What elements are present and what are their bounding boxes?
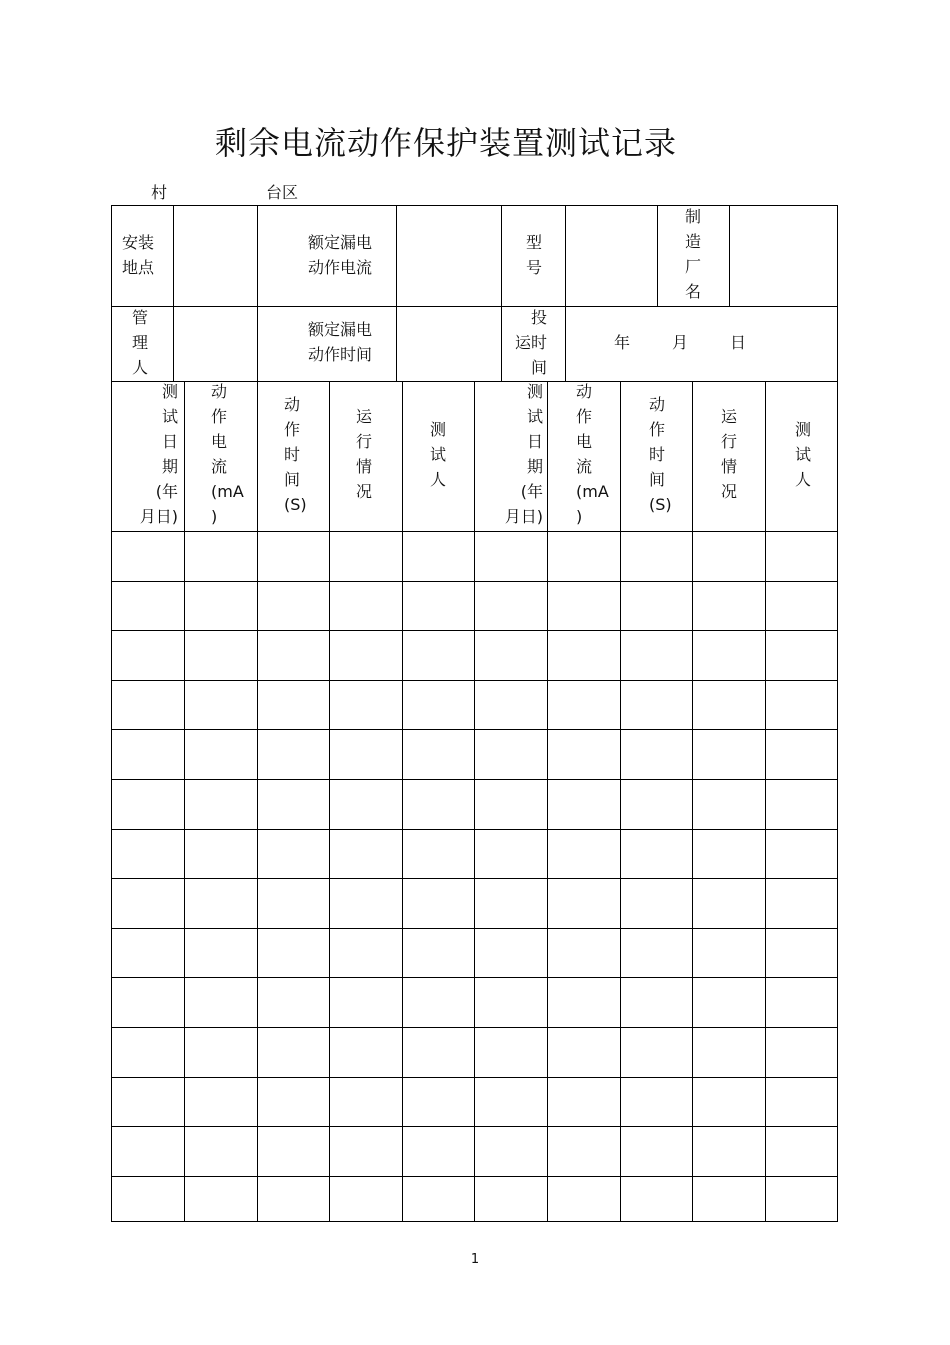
table-cell[interactable] (692, 878, 765, 928)
table-cell[interactable] (692, 680, 765, 730)
village-label: 村 (151, 183, 168, 202)
table-cell[interactable] (329, 878, 402, 928)
table-cell[interactable] (402, 729, 474, 779)
table-cell[interactable] (329, 1077, 402, 1127)
table-cell[interactable] (402, 630, 474, 680)
install-location-label: 安装 地点 (122, 233, 155, 277)
table-cell[interactable] (547, 581, 620, 631)
day-label: 日 (730, 333, 747, 352)
table-cell[interactable] (765, 1077, 837, 1127)
table-cell[interactable] (112, 531, 184, 581)
table-cell[interactable] (547, 829, 620, 879)
table-cell[interactable] (547, 1077, 620, 1127)
table-cell[interactable] (112, 977, 184, 1027)
table-cell[interactable] (547, 630, 620, 680)
col-operation: 运 行 情 况 (356, 407, 373, 501)
table-cell[interactable] (329, 729, 402, 779)
table-cell[interactable] (184, 977, 257, 1027)
table-cell[interactable] (402, 829, 474, 879)
page-title: 剩余电流动作保护装置测试记录 (214, 124, 677, 162)
table-cell[interactable] (620, 1077, 692, 1127)
col-operation-2: 运 行 情 况 (721, 407, 738, 501)
table-cell[interactable] (402, 1176, 474, 1226)
table-cell[interactable] (547, 928, 620, 978)
table-cell[interactable] (692, 531, 765, 581)
table-cell[interactable] (402, 928, 474, 978)
table-cell[interactable] (547, 1176, 620, 1226)
table-cell[interactable] (402, 1077, 474, 1127)
table-cell[interactable] (329, 1027, 402, 1077)
table-cell[interactable] (402, 779, 474, 829)
table-cell[interactable] (765, 1126, 837, 1176)
col-test-date-2: 测 试 日 期 (年 月日) (504, 382, 543, 526)
table-cell[interactable] (620, 829, 692, 879)
table-cell[interactable] (474, 878, 547, 928)
table-cell[interactable] (257, 928, 329, 978)
month-label: 月 (672, 333, 689, 352)
table-cell[interactable] (257, 1126, 329, 1176)
table-cell[interactable] (112, 680, 184, 730)
table-cell[interactable] (257, 680, 329, 730)
table-cell[interactable] (474, 977, 547, 1027)
table-cell[interactable] (765, 928, 837, 978)
table-cell[interactable] (329, 680, 402, 730)
table-cell[interactable] (474, 829, 547, 879)
table-cell[interactable] (184, 829, 257, 879)
table-cell[interactable] (257, 1027, 329, 1077)
table-cell[interactable] (620, 878, 692, 928)
table-cell[interactable] (257, 581, 329, 631)
table-cell[interactable] (329, 531, 402, 581)
table-cell[interactable] (257, 1077, 329, 1127)
record-table (111, 205, 838, 1222)
rated-leak-current-label: 额定漏电 动作电流 (308, 233, 373, 277)
table-cell[interactable] (547, 1126, 620, 1176)
in-service-time-label: 投 运时 间 (515, 308, 548, 377)
table-cell[interactable] (329, 779, 402, 829)
table-cell[interactable] (329, 829, 402, 879)
col-tester-2: 测 试 人 (795, 420, 812, 489)
rated-leak-time-label: 额定漏电 动作时间 (308, 320, 373, 364)
table-cell[interactable] (547, 729, 620, 779)
manager-label: 管 理 人 (132, 308, 149, 377)
year-label: 年 (614, 333, 631, 352)
table-cell[interactable] (184, 1176, 257, 1226)
table-cell[interactable] (474, 779, 547, 829)
table-cell[interactable] (620, 1027, 692, 1077)
table-cell[interactable] (112, 779, 184, 829)
table-cell[interactable] (765, 779, 837, 829)
table-cell[interactable] (765, 581, 837, 631)
table-cell[interactable] (184, 928, 257, 978)
table-cell[interactable] (257, 878, 329, 928)
table-cell[interactable] (620, 928, 692, 978)
table-cell[interactable] (184, 1126, 257, 1176)
table-cell[interactable] (765, 1027, 837, 1077)
table-cell[interactable] (474, 1027, 547, 1077)
manufacturer-label: 制 造 厂 名 (685, 207, 702, 301)
table-cell[interactable] (692, 928, 765, 978)
table-cell[interactable] (402, 531, 474, 581)
table-cell[interactable] (620, 729, 692, 779)
table-cell[interactable] (257, 977, 329, 1027)
table-cell[interactable] (692, 630, 765, 680)
table-cell[interactable] (620, 680, 692, 730)
table-cell[interactable] (692, 581, 765, 631)
table-cell[interactable] (112, 1077, 184, 1127)
table-cell[interactable] (329, 928, 402, 978)
table-cell[interactable] (329, 1176, 402, 1226)
table-cell[interactable] (257, 829, 329, 879)
table-cell[interactable] (620, 1126, 692, 1176)
table-cell[interactable] (765, 878, 837, 928)
table-cell[interactable] (112, 829, 184, 879)
district-label: 台区 (266, 183, 299, 202)
table-cell[interactable] (620, 630, 692, 680)
table-cell[interactable] (329, 581, 402, 631)
table-cell[interactable] (474, 1126, 547, 1176)
table-cell[interactable] (184, 729, 257, 779)
model-label: 型 号 (526, 233, 543, 277)
table-cell[interactable] (402, 581, 474, 631)
table-cell[interactable] (547, 977, 620, 1027)
table-cell[interactable] (112, 581, 184, 631)
table-cell[interactable] (692, 829, 765, 879)
table-cell[interactable] (184, 779, 257, 829)
table-cell[interactable] (184, 878, 257, 928)
table-cell[interactable] (547, 531, 620, 581)
table-cell[interactable] (692, 1077, 765, 1127)
table-cell[interactable] (692, 1176, 765, 1226)
table-cell[interactable] (257, 531, 329, 581)
table-cell[interactable] (620, 531, 692, 581)
col-test-date: 测 试 日 期 (年 月日) (139, 382, 178, 526)
table-cell[interactable] (402, 1027, 474, 1077)
table-cell[interactable] (765, 829, 837, 879)
table-cell[interactable] (184, 680, 257, 730)
table-cell[interactable] (329, 1126, 402, 1176)
col-tester: 测 试 人 (430, 420, 447, 489)
table-cell[interactable] (184, 1027, 257, 1077)
table-cell[interactable] (765, 729, 837, 779)
table-cell[interactable] (184, 630, 257, 680)
table-cell[interactable] (474, 1077, 547, 1127)
table-cell[interactable] (765, 977, 837, 1027)
table-cell[interactable] (474, 531, 547, 581)
table-cell[interactable] (765, 1176, 837, 1226)
table-cell[interactable] (184, 1077, 257, 1127)
table-cell[interactable] (474, 928, 547, 978)
table-cell[interactable] (112, 878, 184, 928)
table-cell[interactable] (112, 630, 184, 680)
table-cell[interactable] (620, 779, 692, 829)
table-cell[interactable] (474, 680, 547, 730)
table-cell[interactable] (547, 779, 620, 829)
table-cell[interactable] (257, 1176, 329, 1226)
table-cell[interactable] (329, 630, 402, 680)
table-cell[interactable] (547, 878, 620, 928)
table-cell[interactable] (474, 630, 547, 680)
table-cell[interactable] (692, 729, 765, 779)
table-cell[interactable] (765, 680, 837, 730)
table-cell[interactable] (474, 1176, 547, 1226)
table-cell[interactable] (474, 729, 547, 779)
table-cell[interactable] (765, 630, 837, 680)
table-cell[interactable] (112, 1176, 184, 1226)
table-cell[interactable] (112, 1126, 184, 1176)
table-cell[interactable] (692, 779, 765, 829)
col-action-current-2: 动 作 电 流 (mA ) (576, 382, 609, 526)
table-cell[interactable] (257, 729, 329, 779)
table-cell[interactable] (257, 779, 329, 829)
table-cell[interactable] (547, 680, 620, 730)
table-cell[interactable] (402, 878, 474, 928)
table-cell[interactable] (474, 581, 547, 631)
table-cell[interactable] (257, 630, 329, 680)
table-cell[interactable] (184, 531, 257, 581)
col-action-time-2: 动 作 时 间 (S) (649, 395, 672, 514)
table-cell[interactable] (112, 928, 184, 978)
table-cell[interactable] (765, 531, 837, 581)
col-action-time: 动 作 时 间 (S) (284, 395, 307, 514)
table-cell[interactable] (692, 1126, 765, 1176)
page-number: 1 (470, 1252, 480, 1267)
table-cell[interactable] (402, 1126, 474, 1176)
table-cell[interactable] (329, 977, 402, 1027)
table-cell[interactable] (112, 729, 184, 779)
table-cell[interactable] (620, 977, 692, 1027)
table-cell[interactable] (112, 1027, 184, 1077)
table-cell[interactable] (620, 581, 692, 631)
table-cell[interactable] (547, 1027, 620, 1077)
table-cell[interactable] (692, 977, 765, 1027)
table-cell[interactable] (620, 1176, 692, 1226)
table-cell[interactable] (184, 581, 257, 631)
table-cell[interactable] (692, 1027, 765, 1077)
table-cell[interactable] (402, 680, 474, 730)
col-action-current: 动 作 电 流 (mA ) (211, 382, 244, 526)
table-cell[interactable] (402, 977, 474, 1027)
